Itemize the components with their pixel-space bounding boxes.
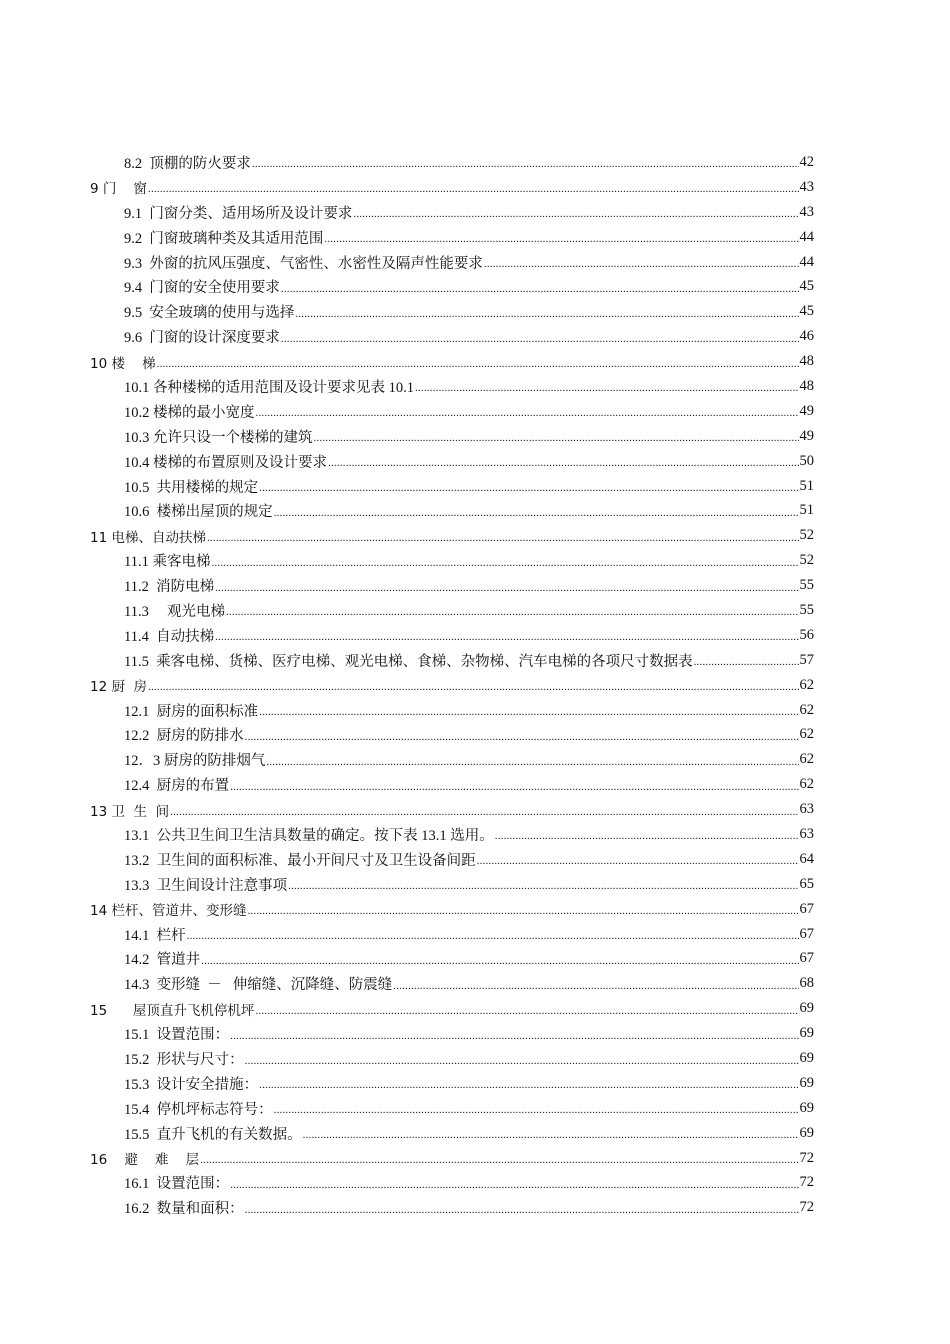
toc-dot-leader bbox=[211, 557, 798, 569]
toc-dot-leader bbox=[226, 606, 799, 618]
toc-dot-leader bbox=[256, 407, 799, 419]
toc-section-entry[interactable] bbox=[0, 274, 950, 299]
toc-section-entry[interactable] bbox=[0, 648, 950, 673]
toc-section-entry[interactable] bbox=[0, 474, 950, 499]
table-of-contents bbox=[0, 150, 950, 1220]
toc-dot-leader bbox=[281, 283, 799, 295]
toc-entry-title: 11 电梯、自动扶梯 bbox=[90, 529, 206, 546]
toc-section-entry[interactable] bbox=[0, 971, 950, 996]
toc-section-entry[interactable] bbox=[0, 250, 950, 275]
toc-dot-leader bbox=[495, 830, 799, 842]
toc-entry-title: 14.3 变形缝 － 伸缩缝、沉降缝、防震缝 bbox=[124, 977, 393, 994]
toc-section-entry[interactable] bbox=[0, 324, 950, 349]
toc-page-number: 50 bbox=[799, 452, 814, 469]
toc-dot-leader bbox=[187, 930, 799, 942]
toc-page-number: 65 bbox=[799, 875, 814, 892]
toc-page-number: 62 bbox=[799, 751, 814, 768]
toc-dot-leader bbox=[245, 731, 799, 743]
toc-dot-leader bbox=[207, 532, 799, 544]
toc-section-entry[interactable] bbox=[0, 772, 950, 797]
toc-section-entry[interactable] bbox=[0, 573, 950, 598]
toc-chapter-entry[interactable] bbox=[0, 349, 950, 374]
toc-section-entry[interactable] bbox=[0, 150, 950, 175]
toc-section-entry[interactable] bbox=[0, 1171, 950, 1196]
toc-entry-title: 9.5 安全玻璃的使用与选择 bbox=[124, 305, 295, 322]
toc-entry-title: 16.2 数量和面积： bbox=[124, 1201, 244, 1218]
toc-dot-leader bbox=[288, 880, 798, 892]
toc-entry-title: 14 栏杆、管道井、变形缝 bbox=[90, 903, 247, 920]
toc-dot-leader bbox=[484, 258, 799, 270]
toc-entry-title: 8.2 顶棚的防火要求 bbox=[124, 155, 251, 172]
toc-section-entry[interactable] bbox=[0, 449, 950, 474]
toc-entry-title: 15.5 直升飞机的有关数据。 bbox=[124, 1126, 302, 1143]
toc-dot-leader bbox=[245, 1204, 799, 1216]
toc-page-number: 62 bbox=[799, 776, 814, 793]
toc-page-number: 69 bbox=[799, 1124, 814, 1141]
toc-section-entry[interactable] bbox=[0, 847, 950, 872]
toc-page-number: 69 bbox=[799, 1000, 814, 1017]
toc-dot-leader bbox=[230, 1179, 798, 1191]
toc-entry-title: 11.2 消防电梯 bbox=[124, 579, 215, 596]
toc-page-number: 55 bbox=[799, 601, 814, 618]
toc-page-number: 49 bbox=[799, 427, 814, 444]
toc-section-entry[interactable] bbox=[0, 947, 950, 972]
toc-page-number: 72 bbox=[799, 1174, 814, 1191]
toc-dot-leader bbox=[324, 233, 798, 245]
toc-entry-title: 15.4 停机坪标志符号： bbox=[124, 1101, 273, 1118]
toc-page-number: 51 bbox=[799, 477, 814, 494]
toc-page-number: 63 bbox=[799, 825, 814, 842]
toc-section-entry[interactable] bbox=[0, 747, 950, 772]
toc-dot-leader bbox=[259, 706, 798, 718]
toc-section-entry[interactable] bbox=[0, 399, 950, 424]
toc-page-number: 62 bbox=[799, 726, 814, 743]
toc-section-entry[interactable] bbox=[0, 872, 950, 897]
toc-page-number: 48 bbox=[799, 353, 814, 370]
toc-entry-title: 13.2 卫生间的面积标准、最小开间尺寸及卫生设备间距 bbox=[124, 852, 476, 869]
toc-section-entry[interactable] bbox=[0, 1021, 950, 1046]
toc-entry-title: 16.1 设置范围： bbox=[124, 1176, 230, 1193]
toc-dot-leader bbox=[328, 457, 799, 469]
toc-section-entry[interactable] bbox=[0, 623, 950, 648]
toc-entry-title: 10.1 各种楼梯的适用范围及设计要求见表 10.1 bbox=[124, 379, 414, 396]
toc-page-number: 45 bbox=[799, 303, 814, 320]
toc-chapter-entry[interactable] bbox=[0, 897, 950, 922]
toc-page-number: 62 bbox=[799, 676, 814, 693]
toc-dot-leader bbox=[215, 631, 798, 643]
toc-section-entry[interactable] bbox=[0, 374, 950, 399]
toc-page-number: 69 bbox=[799, 1050, 814, 1066]
toc-dot-leader bbox=[252, 158, 799, 170]
toc-section-entry[interactable] bbox=[0, 1121, 950, 1146]
toc-entry-title: 9 门 窗 bbox=[90, 181, 148, 198]
toc-page-number: 64 bbox=[799, 850, 814, 867]
toc-dot-leader bbox=[255, 1005, 798, 1017]
toc-entry-title: 9.1 门窗分类、适用场所及设计要求 bbox=[124, 205, 353, 222]
toc-entry-title: 12.4 厨房的布置 bbox=[124, 778, 230, 795]
toc-section-entry[interactable] bbox=[0, 1096, 950, 1121]
toc-section-entry[interactable] bbox=[0, 498, 950, 523]
toc-entry-title: 16 避 难 层 bbox=[90, 1152, 200, 1169]
toc-dot-leader bbox=[274, 507, 799, 519]
toc-dot-leader bbox=[259, 482, 798, 494]
toc-section-entry[interactable] bbox=[0, 598, 950, 623]
toc-chapter-entry[interactable] bbox=[0, 175, 950, 200]
toc-page-number: 68 bbox=[799, 975, 814, 992]
toc-page-number: 52 bbox=[799, 552, 814, 569]
toc-dot-leader bbox=[230, 1030, 798, 1042]
toc-section-entry[interactable] bbox=[0, 698, 950, 723]
toc-dot-leader bbox=[148, 681, 798, 693]
toc-entry-title: 14.1 栏杆 bbox=[124, 927, 186, 944]
toc-section-entry[interactable] bbox=[0, 424, 950, 449]
toc-entry-title: 11.3 观光电梯 bbox=[124, 603, 225, 620]
toc-page-number: 69 bbox=[799, 1025, 814, 1042]
toc-dot-leader bbox=[415, 382, 799, 394]
toc-section-entry[interactable] bbox=[0, 200, 950, 225]
toc-entry-title: 15.1 设置范围： bbox=[124, 1027, 230, 1044]
toc-page-number: 67 bbox=[799, 925, 814, 942]
toc-page-number: 63 bbox=[799, 801, 814, 818]
toc-section-entry[interactable] bbox=[0, 1046, 950, 1071]
toc-entry-title: 9.2 门窗玻璃种类及其适用范围 bbox=[124, 230, 324, 247]
toc-entry-title: 12．3 厨房的防排烟气 bbox=[124, 753, 266, 770]
toc-entry-title: 11.4 自动扶梯 bbox=[124, 628, 215, 645]
toc-entry-title: 10.2 楼梯的最小宽度 bbox=[124, 404, 255, 421]
toc-dot-leader bbox=[148, 183, 798, 195]
toc-section-entry[interactable] bbox=[0, 1195, 950, 1220]
toc-dot-leader bbox=[170, 806, 798, 818]
toc-page-number: 67 bbox=[799, 900, 814, 917]
toc-entry-title: 12.1 厨房的面积标准 bbox=[124, 703, 259, 720]
toc-page-number: 44 bbox=[799, 253, 814, 270]
toc-entry-title: 9.4 门窗的安全使用要求 bbox=[124, 280, 280, 297]
toc-chapter-entry[interactable] bbox=[0, 1146, 950, 1171]
toc-page-number: 72 bbox=[799, 1149, 814, 1166]
toc-entry-title: 10 楼 梯 bbox=[90, 355, 156, 372]
toc-page-number: 44 bbox=[799, 228, 814, 245]
toc-chapter-entry[interactable] bbox=[0, 996, 950, 1021]
toc-page-number: 69 bbox=[799, 1074, 814, 1091]
toc-dot-leader bbox=[295, 308, 798, 320]
toc-dot-leader bbox=[281, 333, 799, 345]
toc-entry-title: 15.2 形状与尺寸： bbox=[124, 1052, 244, 1068]
toc-page-number: 72 bbox=[799, 1199, 814, 1216]
toc-dot-leader bbox=[314, 432, 799, 444]
toc-page-number: 57 bbox=[799, 651, 814, 668]
toc-entry-title: 13.3 卫生间设计注意事项 bbox=[124, 877, 288, 894]
toc-entry-title: 11.1 乘客电梯 bbox=[124, 554, 211, 571]
toc-page-number: 49 bbox=[799, 402, 814, 419]
toc-page-number: 43 bbox=[799, 203, 814, 220]
toc-page-number: 48 bbox=[799, 377, 814, 394]
toc-dot-leader bbox=[200, 1154, 798, 1166]
toc-entry-title: 9.3 外窗的抗风压强度、气密性、水密性及隔声性能要求 bbox=[124, 255, 483, 272]
toc-section-entry[interactable] bbox=[0, 922, 950, 947]
toc-entry-title: 12 厨 房 bbox=[90, 679, 148, 696]
toc-chapter-entry[interactable] bbox=[0, 673, 950, 698]
toc-dot-leader bbox=[274, 1104, 799, 1116]
toc-dot-leader bbox=[201, 955, 798, 967]
toc-entry-title: 15.3 设计安全措施： bbox=[124, 1076, 259, 1093]
toc-entry-title: 13.1 公共卫生间卫生洁具数量的确定。按下表 13.1 选用。 bbox=[124, 827, 494, 844]
toc-page-number: 62 bbox=[799, 701, 814, 718]
toc-page-number: 51 bbox=[799, 502, 814, 519]
toc-entry-title: 9.6 门窗的设计深度要求 bbox=[124, 330, 280, 347]
toc-entry-title: 10.5 共用楼梯的规定 bbox=[124, 479, 259, 496]
toc-entry-title: 15 屋顶直升飞机停机坪 bbox=[90, 1002, 255, 1019]
toc-entry-title: 11.5 乘客电梯、货梯、医疗电梯、观光电梯、食梯、杂物梯、汽车电梯的各项尺寸数据表 bbox=[124, 653, 693, 670]
toc-dot-leader bbox=[230, 781, 798, 793]
toc-page-number: 69 bbox=[799, 1099, 814, 1116]
toc-section-entry[interactable] bbox=[0, 299, 950, 324]
toc-page-number: 43 bbox=[799, 178, 814, 195]
toc-dot-leader bbox=[353, 208, 798, 220]
toc-page-number: 55 bbox=[799, 577, 814, 594]
toc-section-entry[interactable] bbox=[0, 822, 950, 847]
toc-dot-leader bbox=[245, 1055, 799, 1067]
toc-page-number: 56 bbox=[799, 626, 814, 643]
toc-page-number: 46 bbox=[799, 328, 814, 345]
toc-section-entry[interactable] bbox=[0, 722, 950, 747]
toc-page-number: 45 bbox=[799, 278, 814, 295]
toc-page-number: 52 bbox=[799, 527, 814, 544]
toc-dot-leader bbox=[247, 905, 798, 917]
toc-entry-title: 10.6 楼梯出屋顶的规定 bbox=[124, 504, 273, 521]
toc-dot-leader bbox=[157, 358, 799, 370]
toc-page-number: 42 bbox=[799, 153, 814, 170]
toc-entry-title: 14.2 管道井 bbox=[124, 952, 201, 969]
toc-page-number: 67 bbox=[799, 950, 814, 967]
toc-entry-title: 13 卫 生 间 bbox=[90, 803, 170, 820]
toc-section-entry[interactable] bbox=[0, 1071, 950, 1096]
toc-dot-leader bbox=[303, 1129, 799, 1141]
toc-chapter-entry[interactable] bbox=[0, 523, 950, 548]
toc-section-entry[interactable] bbox=[0, 548, 950, 573]
toc-dot-leader bbox=[266, 756, 798, 768]
toc-chapter-entry[interactable] bbox=[0, 797, 950, 822]
toc-entry-title: 12.2 厨房的防排水 bbox=[124, 728, 244, 745]
toc-section-entry[interactable] bbox=[0, 225, 950, 250]
toc-dot-leader bbox=[259, 1079, 798, 1091]
toc-dot-leader bbox=[694, 656, 799, 668]
toc-dot-leader bbox=[215, 582, 798, 594]
toc-entry-title: 10.3 允许只设一个楼梯的建筑 bbox=[124, 429, 313, 446]
toc-dot-leader bbox=[393, 980, 798, 992]
toc-dot-leader bbox=[477, 855, 799, 867]
toc-entry-title: 10.4 楼梯的布置原则及设计要求 bbox=[124, 454, 327, 471]
